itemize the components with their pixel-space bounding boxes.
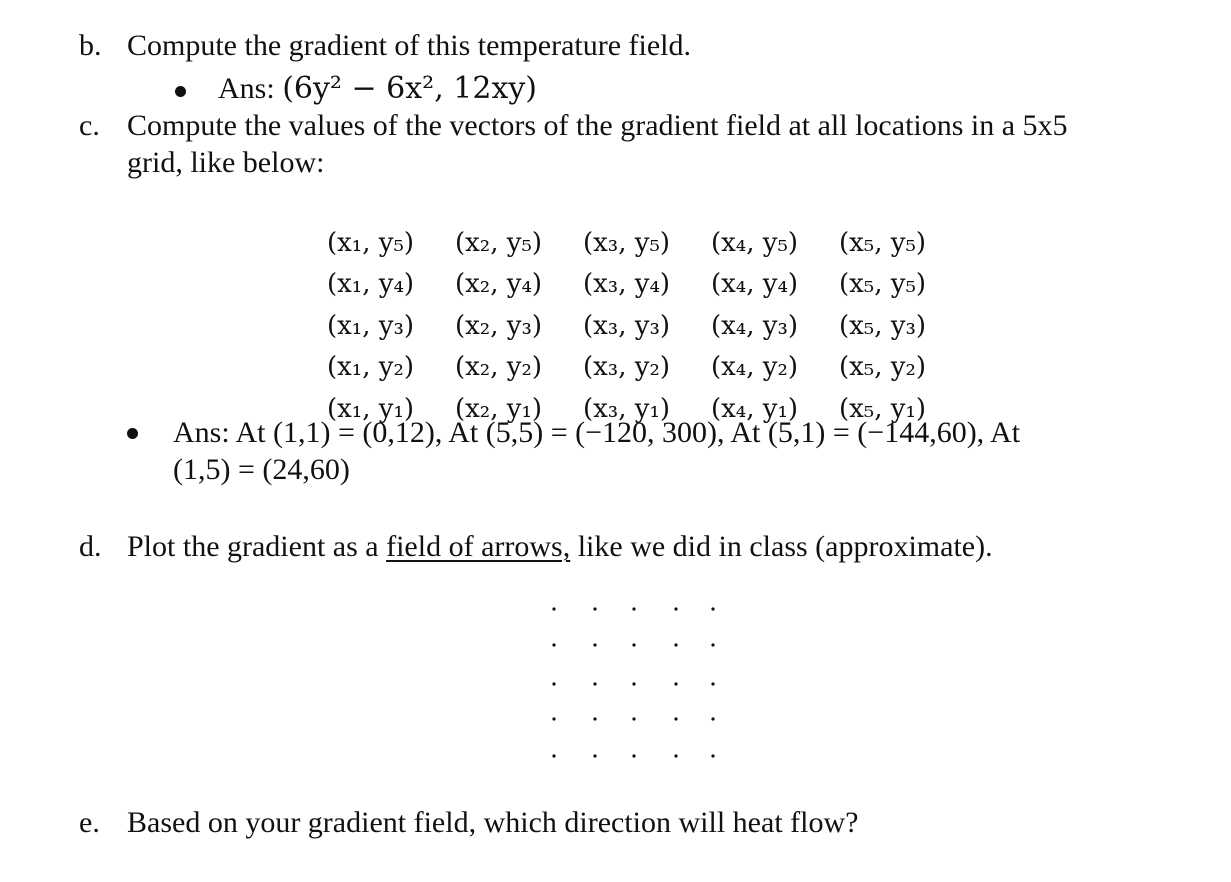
grid-cell: (x₃, y₂) xyxy=(583,352,671,383)
grid-cell: (x₁, y₁) xyxy=(327,393,415,424)
grid-cell: (x₂, y₁) xyxy=(455,393,543,424)
item-e-question: Based on your gradient field, which direction will heat flow? xyxy=(127,806,859,839)
item-c-answer-line1: Ans: At (1,1) = (0,12), At (5,5) = (−120, 300), At (5,1) = (−144,60), At xyxy=(173,416,1021,449)
grid-row xyxy=(327,222,967,264)
item-c-label: c. xyxy=(79,109,100,142)
dot-grid xyxy=(545,598,730,768)
item-c-question-line1: Compute the values of the vectors of the gradient field at all locations in a 5x5 xyxy=(127,109,1068,142)
grid-dot xyxy=(674,717,677,720)
grid-cell: (x₂, y₃) xyxy=(455,310,543,341)
grid-cell: (x₄, y₄) xyxy=(711,269,799,300)
bullet-c-answer xyxy=(127,428,138,439)
item-c-question-line2: grid, like below: xyxy=(127,146,325,179)
grid-cell: (x₃, y₅) xyxy=(583,227,671,258)
grid-row xyxy=(327,305,967,347)
grid-dot xyxy=(552,682,555,685)
grid-dot xyxy=(632,717,635,720)
grid-cell: (x₄, y₅) xyxy=(711,227,799,258)
item-d-label: d. xyxy=(79,530,102,563)
grid-row xyxy=(327,264,967,306)
grid-dot xyxy=(674,607,677,610)
grid-dot xyxy=(674,643,677,646)
grid-cell: (x₁, y₃) xyxy=(327,310,415,341)
coordinate-grid xyxy=(327,222,967,430)
grid-cell: (x₅, y₃) xyxy=(839,310,927,341)
grid-cell: (x₅, y₂) xyxy=(839,352,927,383)
item-b-question: Compute the gradient of this temperature field. xyxy=(127,29,691,62)
grid-dot xyxy=(711,717,714,720)
item-b-answer xyxy=(218,71,537,107)
grid-cell: (x₃, y₄) xyxy=(583,269,671,300)
grid-dot xyxy=(632,682,635,685)
grid-cell: (x₃, y₃) xyxy=(583,310,671,341)
grid-cell: (x₁, y₂) xyxy=(327,352,415,383)
grid-dot xyxy=(593,717,596,720)
grid-dot xyxy=(593,607,596,610)
item-d-question xyxy=(127,529,993,565)
grid-dot xyxy=(632,607,635,610)
grid-cell: (x₃, y₁) xyxy=(583,393,671,424)
grid-dot xyxy=(711,682,714,685)
grid-dot xyxy=(552,643,555,646)
grid-dot xyxy=(674,754,677,757)
grid-cell: (x₄, y₁) xyxy=(711,393,799,424)
item-d-question-before: Plot the gradient as a xyxy=(127,530,387,563)
grid-dot xyxy=(632,643,635,646)
field-of-arrows-link: field of arrows, xyxy=(386,530,571,563)
item-c-answer-line2: (1,5) = (24,60) xyxy=(173,453,350,486)
grid-cell: (x₄, y₂) xyxy=(711,352,799,383)
grid-cell: (x₅, y₅) xyxy=(839,227,927,258)
grid-dot xyxy=(632,754,635,757)
grid-cell: (x₅, y₁) xyxy=(839,393,927,424)
item-d-question-after: like we did in class (approximate). xyxy=(570,530,993,563)
grid-dot xyxy=(593,643,596,646)
grid-dot xyxy=(711,607,714,610)
grid-dot xyxy=(711,754,714,757)
grid-cell: (x₂, y₅) xyxy=(455,227,543,258)
grid-cell: (x₁, y₄) xyxy=(327,269,415,300)
grid-dot xyxy=(552,607,555,610)
item-b-label: b. xyxy=(79,29,102,62)
grid-cell: (x₄, y₃) xyxy=(711,310,799,341)
grid-cell: (x₅, y₅) xyxy=(839,269,927,300)
grid-dot xyxy=(552,717,555,720)
grid-dot xyxy=(593,754,596,757)
grid-row xyxy=(327,347,967,389)
item-b-answer-prefix: Ans: xyxy=(218,72,283,105)
bullet-b-answer xyxy=(175,86,186,97)
grid-dot xyxy=(674,682,677,685)
grid-cell: (x₂, y₄) xyxy=(455,269,543,300)
grid-cell: (x₂, y₂) xyxy=(455,352,543,383)
grid-dot xyxy=(552,754,555,757)
grid-cell: (x₁, y₅) xyxy=(327,227,415,258)
grid-dot xyxy=(593,682,596,685)
item-e-label: e. xyxy=(79,806,100,839)
grid-dot xyxy=(711,643,714,646)
item-b-answer-formula: (6y² − 6x², 12xy) xyxy=(282,71,538,106)
